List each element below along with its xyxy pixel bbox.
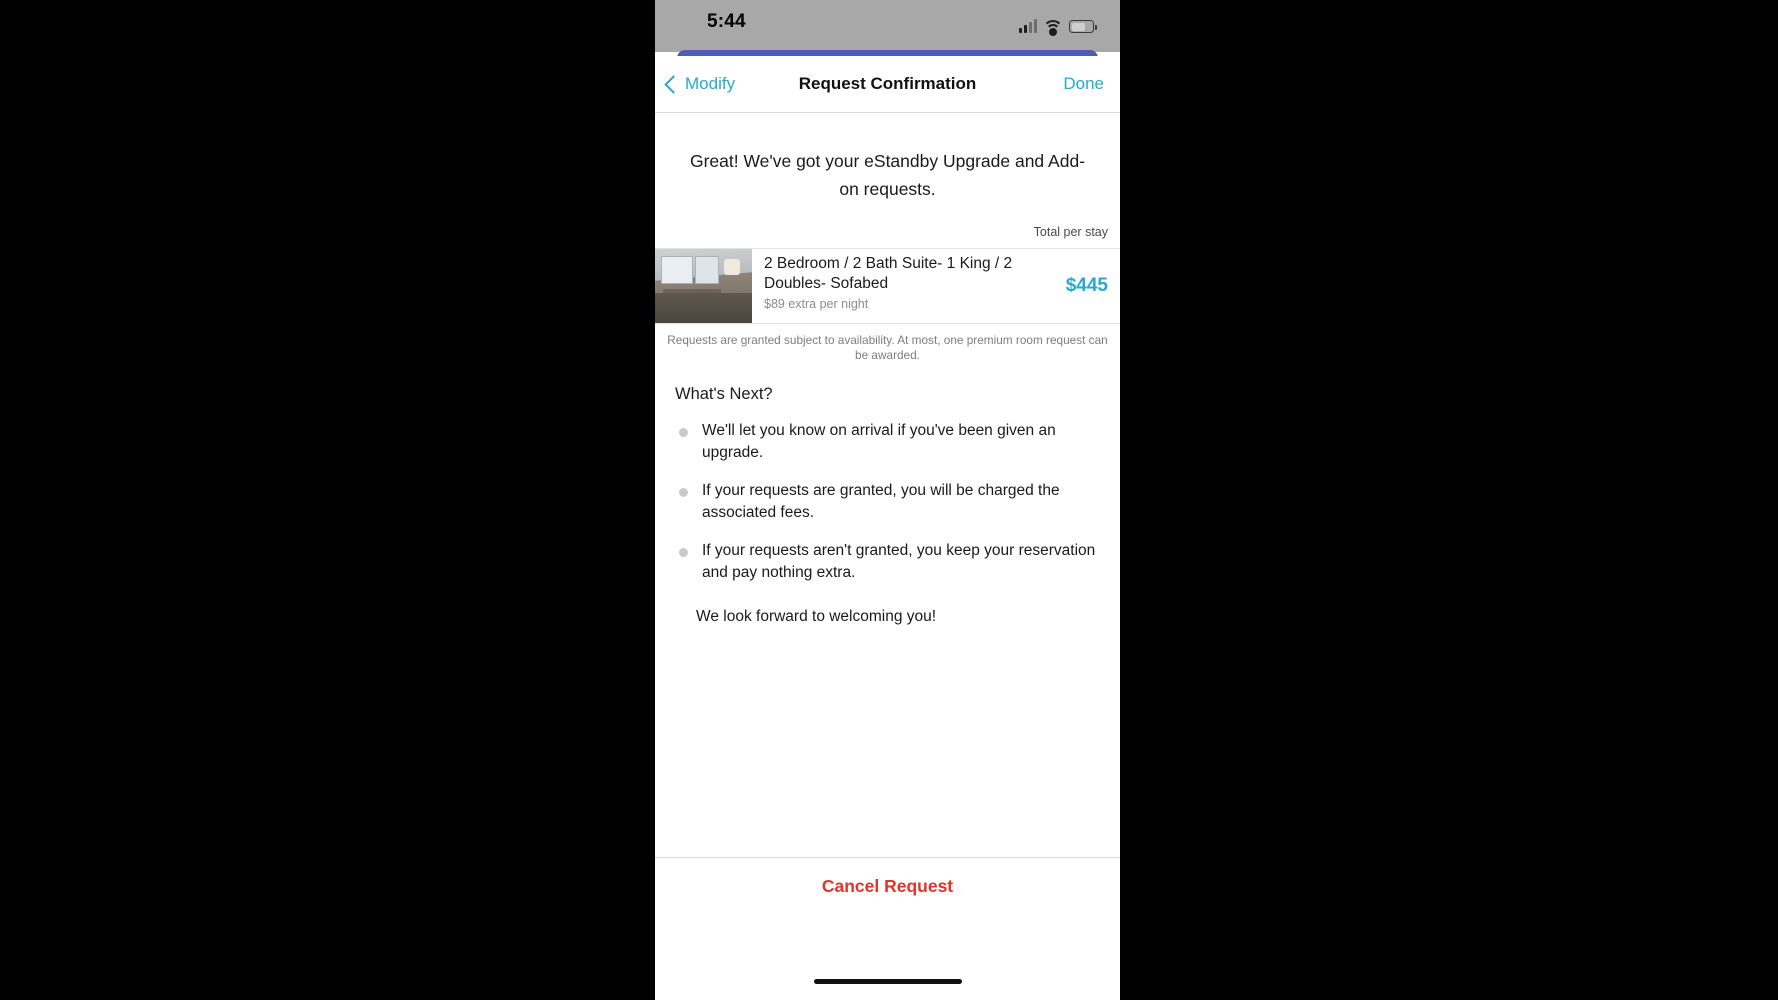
bullet-dot-icon	[679, 548, 688, 557]
page-title: Request Confirmation	[798, 74, 977, 93]
navigation-bar	[655, 56, 1120, 113]
battery-icon	[1069, 20, 1094, 33]
list-item	[673, 480, 1106, 524]
request-confirmation-sheet	[655, 56, 1120, 1000]
room-info	[752, 249, 1060, 323]
modify-button-label: Modify	[685, 74, 736, 93]
wifi-icon	[1044, 19, 1062, 33]
list-item-text: If your requests aren't granted, you keep your reservation and pay nothing extra.	[702, 542, 1096, 581]
list-item	[673, 420, 1106, 464]
room-request-row[interactable]	[655, 248, 1120, 324]
list-item-text: We'll let you know on arrival if you've been given an upgrade.	[702, 422, 1056, 461]
bullet-dot-icon	[679, 488, 688, 497]
status-bar	[655, 0, 1120, 52]
total-per-stay-label: Total per stay	[1033, 225, 1108, 239]
done-button[interactable]: Done	[1063, 74, 1104, 93]
room-title: 2 Bedroom / 2 Bath Suite- 1 King / 2 Doubles- Sofabed	[764, 255, 1013, 292]
hotel-room-photo	[655, 249, 752, 323]
list-item-text: If your requests are granted, you will be charged the associated fees.	[702, 482, 1060, 521]
cellular-signal-icon	[1019, 19, 1037, 33]
phone-viewport	[655, 0, 1120, 1000]
whats-next-list	[673, 420, 1106, 584]
status-time: 5:44	[707, 11, 746, 32]
room-price: $445	[1065, 275, 1108, 296]
whats-next-heading: What's Next?	[675, 385, 773, 403]
cancel-request-button[interactable]: Cancel Request	[821, 876, 954, 896]
closing-message: We look forward to welcoming you!	[696, 608, 937, 625]
status-icons	[1019, 13, 1094, 33]
list-item	[673, 540, 1106, 584]
overlay-artifact	[1512, 930, 1712, 980]
bullet-dot-icon	[679, 428, 688, 437]
availability-disclaimer: Requests are granted subject to availability. At most, one premium room request can be awarded.	[667, 333, 1108, 362]
home-indicator[interactable]	[814, 979, 962, 984]
bottom-action-bar	[655, 857, 1120, 1000]
confirmation-headline: Great! We've got your eStandby Upgrade and Add-on requests.	[689, 151, 1086, 199]
room-subtitle: $89 extra per night	[764, 297, 869, 311]
